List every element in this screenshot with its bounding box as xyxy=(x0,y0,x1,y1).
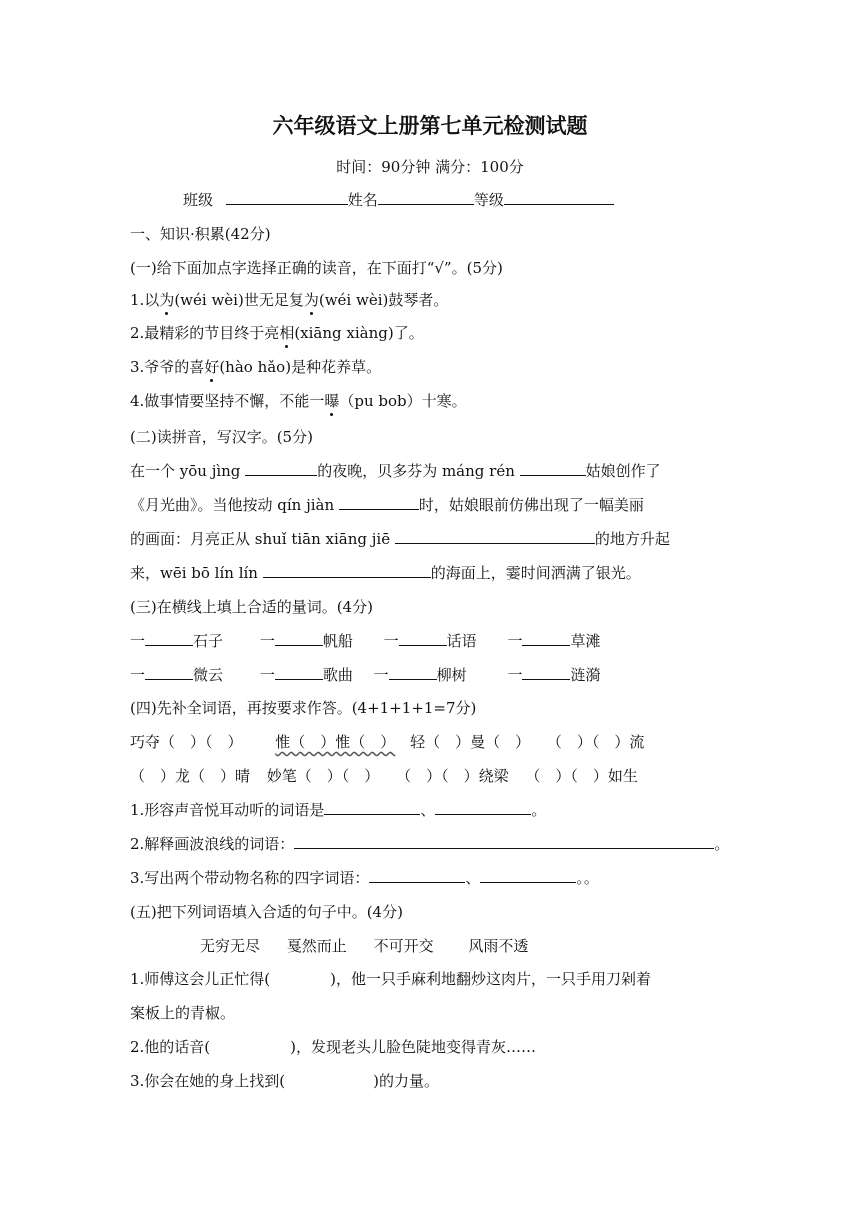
measure-noun: 话语 xyxy=(446,632,477,650)
pinyin-text: 来，wēi bō lín lín xyxy=(130,564,263,582)
page-title: 六年级语文上册第七单元检测试题 xyxy=(272,114,588,138)
answer-blank[interactable] xyxy=(435,800,531,815)
part4-q3 xyxy=(130,868,599,888)
sentence-text: )的力量。 xyxy=(373,1072,440,1090)
answer-blank[interactable] xyxy=(145,631,193,646)
pinyin-text: 的画面：月亮正从 shuǐ tiān xiāng jiē xyxy=(130,530,395,548)
part4-q2 xyxy=(130,834,729,854)
dotted-char: 为 xyxy=(303,291,319,309)
idiom-item[interactable]: （ ）（ ）流 xyxy=(546,733,645,751)
q-text: 3.写出两个带动物名称的四字词语： xyxy=(130,869,370,887)
q1-text-c[interactable]: (wéi wèi)鼓琴者。 xyxy=(318,291,449,309)
part3-heading: (三)在横线上填上合适的量词。(4分) xyxy=(130,598,373,616)
part2-line1 xyxy=(130,461,661,481)
pinyin-text: 时，姑娘眼前仿佛出现了一幅美丽 xyxy=(418,496,644,514)
yi: 一 xyxy=(507,632,523,650)
dotted-char: 相 xyxy=(279,324,295,342)
sentence-text: )，他一只手麻利地翻炒这肉片，一只手用刀剁着 xyxy=(330,970,652,988)
q2-text-a: 2.最精彩的节目终于亮 xyxy=(130,324,280,342)
part1-q2 xyxy=(130,323,424,343)
idiom-item[interactable]: 巧夺（ ）（ ） xyxy=(130,733,243,751)
answer-blank[interactable] xyxy=(294,834,714,849)
answer-blank[interactable] xyxy=(389,665,437,680)
answer-blank[interactable] xyxy=(522,631,570,646)
measure-noun: 石子 xyxy=(193,632,224,650)
measure-noun: 帆船 xyxy=(322,632,353,650)
student-info-line xyxy=(183,190,614,210)
q-text: 1.形容声音悦耳动听的词语是 xyxy=(130,801,325,819)
dotted-char: 为 xyxy=(159,291,175,309)
q3-text-b[interactable]: (hào hǎo)是种花养草。 xyxy=(219,358,382,376)
answer-blank[interactable] xyxy=(275,665,323,680)
class-blank[interactable] xyxy=(226,190,348,205)
yi: 一 xyxy=(130,632,146,650)
section1-heading: 一、知识·积累(42分) xyxy=(130,225,271,243)
sentence-text: 1.师傅这会儿正忙得( xyxy=(130,970,271,988)
part1-q3 xyxy=(130,357,381,377)
yi: 一 xyxy=(373,666,389,684)
answer-blank[interactable] xyxy=(520,461,586,476)
idiom-item[interactable]: 妙笔（ ）（ ） xyxy=(266,767,380,785)
sentence-text: )，发现老头儿脸色陡地变得青灰…… xyxy=(290,1038,537,1056)
part1-q1 xyxy=(130,290,448,310)
q-text: 、 xyxy=(420,801,436,819)
pinyin-text: 的地方升起 xyxy=(594,530,670,548)
word-bank-item: 不可开交 xyxy=(373,937,434,955)
word-bank-item: 戛然而止 xyxy=(286,937,347,955)
measure-row-1 xyxy=(130,631,600,651)
answer-blank[interactable] xyxy=(522,665,570,680)
idiom-item[interactable]: （ ）（ ）绕梁 xyxy=(396,767,509,785)
part1-q4 xyxy=(130,391,467,411)
part2-line2 xyxy=(130,495,644,515)
idiom-row-2 xyxy=(130,766,638,786)
answer-blank[interactable] xyxy=(399,631,447,646)
pinyin-text: 的海面上，霎时间洒满了银光。 xyxy=(430,564,641,582)
q4-text-a: 4.做事情要坚持不懈，不能一 xyxy=(130,392,325,410)
answer-blank[interactable] xyxy=(275,631,323,646)
part5-heading: (五)把下列词语填入合适的句子中。(4分) xyxy=(130,903,403,921)
answer-blank[interactable] xyxy=(395,529,595,544)
part2-heading: (二)读拼音，写汉字。(5分) xyxy=(130,428,313,446)
yi: 一 xyxy=(507,666,523,684)
sentence-text: 3.你会在她的身上找到( xyxy=(130,1072,286,1090)
q3-text-a: 3.爷爷的喜 xyxy=(130,358,205,376)
yi: 一 xyxy=(383,632,399,650)
idiom-item[interactable]: （ ）龙（ ）晴 xyxy=(130,767,251,785)
word-bank xyxy=(200,936,528,956)
part4-heading: (四)先补全词语，再按要求作答。(4+1+1+1=7分) xyxy=(130,699,477,717)
class-label: 班级 xyxy=(183,191,214,209)
q1-text-a: 1.以 xyxy=(130,291,160,309)
part1-heading: (一)给下面加点字选择正确的读音，在下面打“√”。(5分) xyxy=(130,259,503,277)
yi: 一 xyxy=(259,666,275,684)
part5-s1-cont: 案板上的青椒。 xyxy=(130,1004,236,1022)
name-blank[interactable] xyxy=(378,190,474,205)
yi: 一 xyxy=(130,666,146,684)
measure-noun: 微云 xyxy=(193,666,224,684)
q1-text-b[interactable]: (wéi wèi)世无足复 xyxy=(174,291,304,309)
sentence-text: 2.他的话音( xyxy=(130,1038,211,1056)
time-info: 时间：90分钟 满分：100分 xyxy=(336,158,524,176)
part4-q1 xyxy=(130,800,546,820)
q-text: 。 xyxy=(714,835,730,853)
dotted-char: 好 xyxy=(204,358,220,376)
q-text: 。 xyxy=(531,801,547,819)
pinyin-text: 《月光曲》。当他按动 qín jiàn xyxy=(130,496,339,514)
idiom-row-1 xyxy=(130,732,644,752)
q-text: 。。 xyxy=(576,869,599,887)
grade-blank[interactable] xyxy=(504,190,614,205)
answer-blank[interactable] xyxy=(324,800,420,815)
measure-noun: 歌曲 xyxy=(322,666,353,684)
pinyin-text: 的夜晚，贝多芬为 máng rén xyxy=(317,462,520,480)
idiom-item[interactable]: （ ）（ ）如生 xyxy=(525,767,638,785)
measure-noun: 柳树 xyxy=(436,666,467,684)
pinyin-text: 在一个 yōu jìng xyxy=(130,462,246,480)
pinyin-text: 姑娘创作了 xyxy=(585,462,661,480)
word-bank-item: 无穷无尽 xyxy=(200,937,261,955)
q-text: 2.解释画波浪线的词语： xyxy=(130,835,295,853)
answer-blank[interactable] xyxy=(339,495,419,510)
answer-blank[interactable] xyxy=(145,665,193,680)
q-text: 、 xyxy=(465,869,481,887)
part2-line3 xyxy=(130,529,670,549)
idiom-item-wavy[interactable]: 惟（ ）惟（ ） xyxy=(275,733,396,751)
answer-blank[interactable] xyxy=(369,868,465,883)
name-label: 姓名 xyxy=(347,191,378,209)
q2-text-b[interactable]: (xiāng xiàng)了。 xyxy=(294,324,424,342)
part5-s2 xyxy=(130,1037,536,1057)
answer-blank[interactable] xyxy=(245,461,317,476)
measure-noun: 草滩 xyxy=(570,632,601,650)
q4-text-b[interactable]: （pu bob）十寒。 xyxy=(339,392,467,410)
grade-label: 等级 xyxy=(473,191,504,209)
idiom-item[interactable]: 轻（ ）曼（ ） xyxy=(410,733,531,751)
word-bank-item: 风雨不透 xyxy=(468,937,529,955)
part2-line4 xyxy=(130,563,641,583)
measure-noun: 涟漪 xyxy=(570,666,601,684)
yi: 一 xyxy=(259,632,275,650)
answer-blank[interactable] xyxy=(263,563,431,578)
part5-s3 xyxy=(130,1071,439,1091)
answer-blank[interactable] xyxy=(480,868,576,883)
measure-row-2 xyxy=(130,665,600,685)
dotted-char: 曝 xyxy=(324,392,340,410)
part5-s1 xyxy=(130,969,651,989)
